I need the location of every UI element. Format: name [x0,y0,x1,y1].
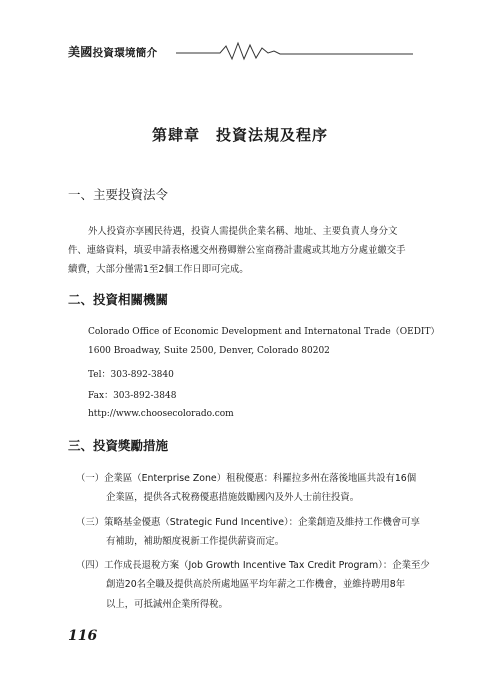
agency-fax: Fax：303-892-3848 [88,391,177,401]
heartbeat-line-icon [176,40,413,62]
page-number: 116 [68,628,98,644]
paragraph-line: 續費，大部分僅需1至2個工作日即可完成。 [68,264,249,275]
list-item-line: 有補助，補助額度視新工作提供薪資而定。 [106,536,285,547]
agency-phone: Tel：303-892-3840 [88,370,174,380]
agency-name: Colorado Office of Economic Development and Internatonal Trade（OEDIT） [88,327,440,337]
section-heading-main-laws: 一、主要投資法令 [68,187,169,202]
section-heading-incentives: 三、投資獎勵措施 [68,438,169,453]
agency-address: 1600 Broadway, Suite 2500, Denver, Colorado 80202 [88,346,330,356]
list-item-line: （一）企業區（Enterprise Zone）租稅優惠：科羅拉多州在落後地區共設有16個 [76,473,417,484]
list-item-line: 創造20名全職及提供高於所處地區平均年薪之工作機會，並維持聘用8年 [106,579,406,590]
list-item-line: （三）策略基金優惠（Strategic Fund Incentive）：企業創造及維持工作機會可享 [76,517,420,528]
list-item-line: （四）工作成長退稅方案（Job Growth Incentive Tax Credit Program）：企業至少 [76,560,430,571]
running-header [68,40,413,62]
chapter-title: 第肆章 投資法規及程序 [151,126,328,144]
paragraph-line: 外人投資亦享國民待遇，投資人需提供企業名稱、地址、主要負責人身分文 [88,226,398,237]
list-item-line: 企業區，提供各式稅務優惠措施鼓勵國內及外人士前往投資。 [106,492,360,503]
agency-website: http://www.choosecolorado.com [88,409,234,419]
header-title [68,43,157,60]
header-title-lead: 美國 [68,45,93,59]
section-heading-agencies: 二、投資相關機關 [68,292,169,307]
paragraph-line: 件、連絡資料，填妥申請表格遞交州務卿辦公室商務計畫處或其地方分處並繳交手 [68,245,406,256]
header-title-rest: 投資環境簡介 [92,47,158,59]
list-item-line: 以上，可抵減州企業所得稅。 [106,599,228,610]
